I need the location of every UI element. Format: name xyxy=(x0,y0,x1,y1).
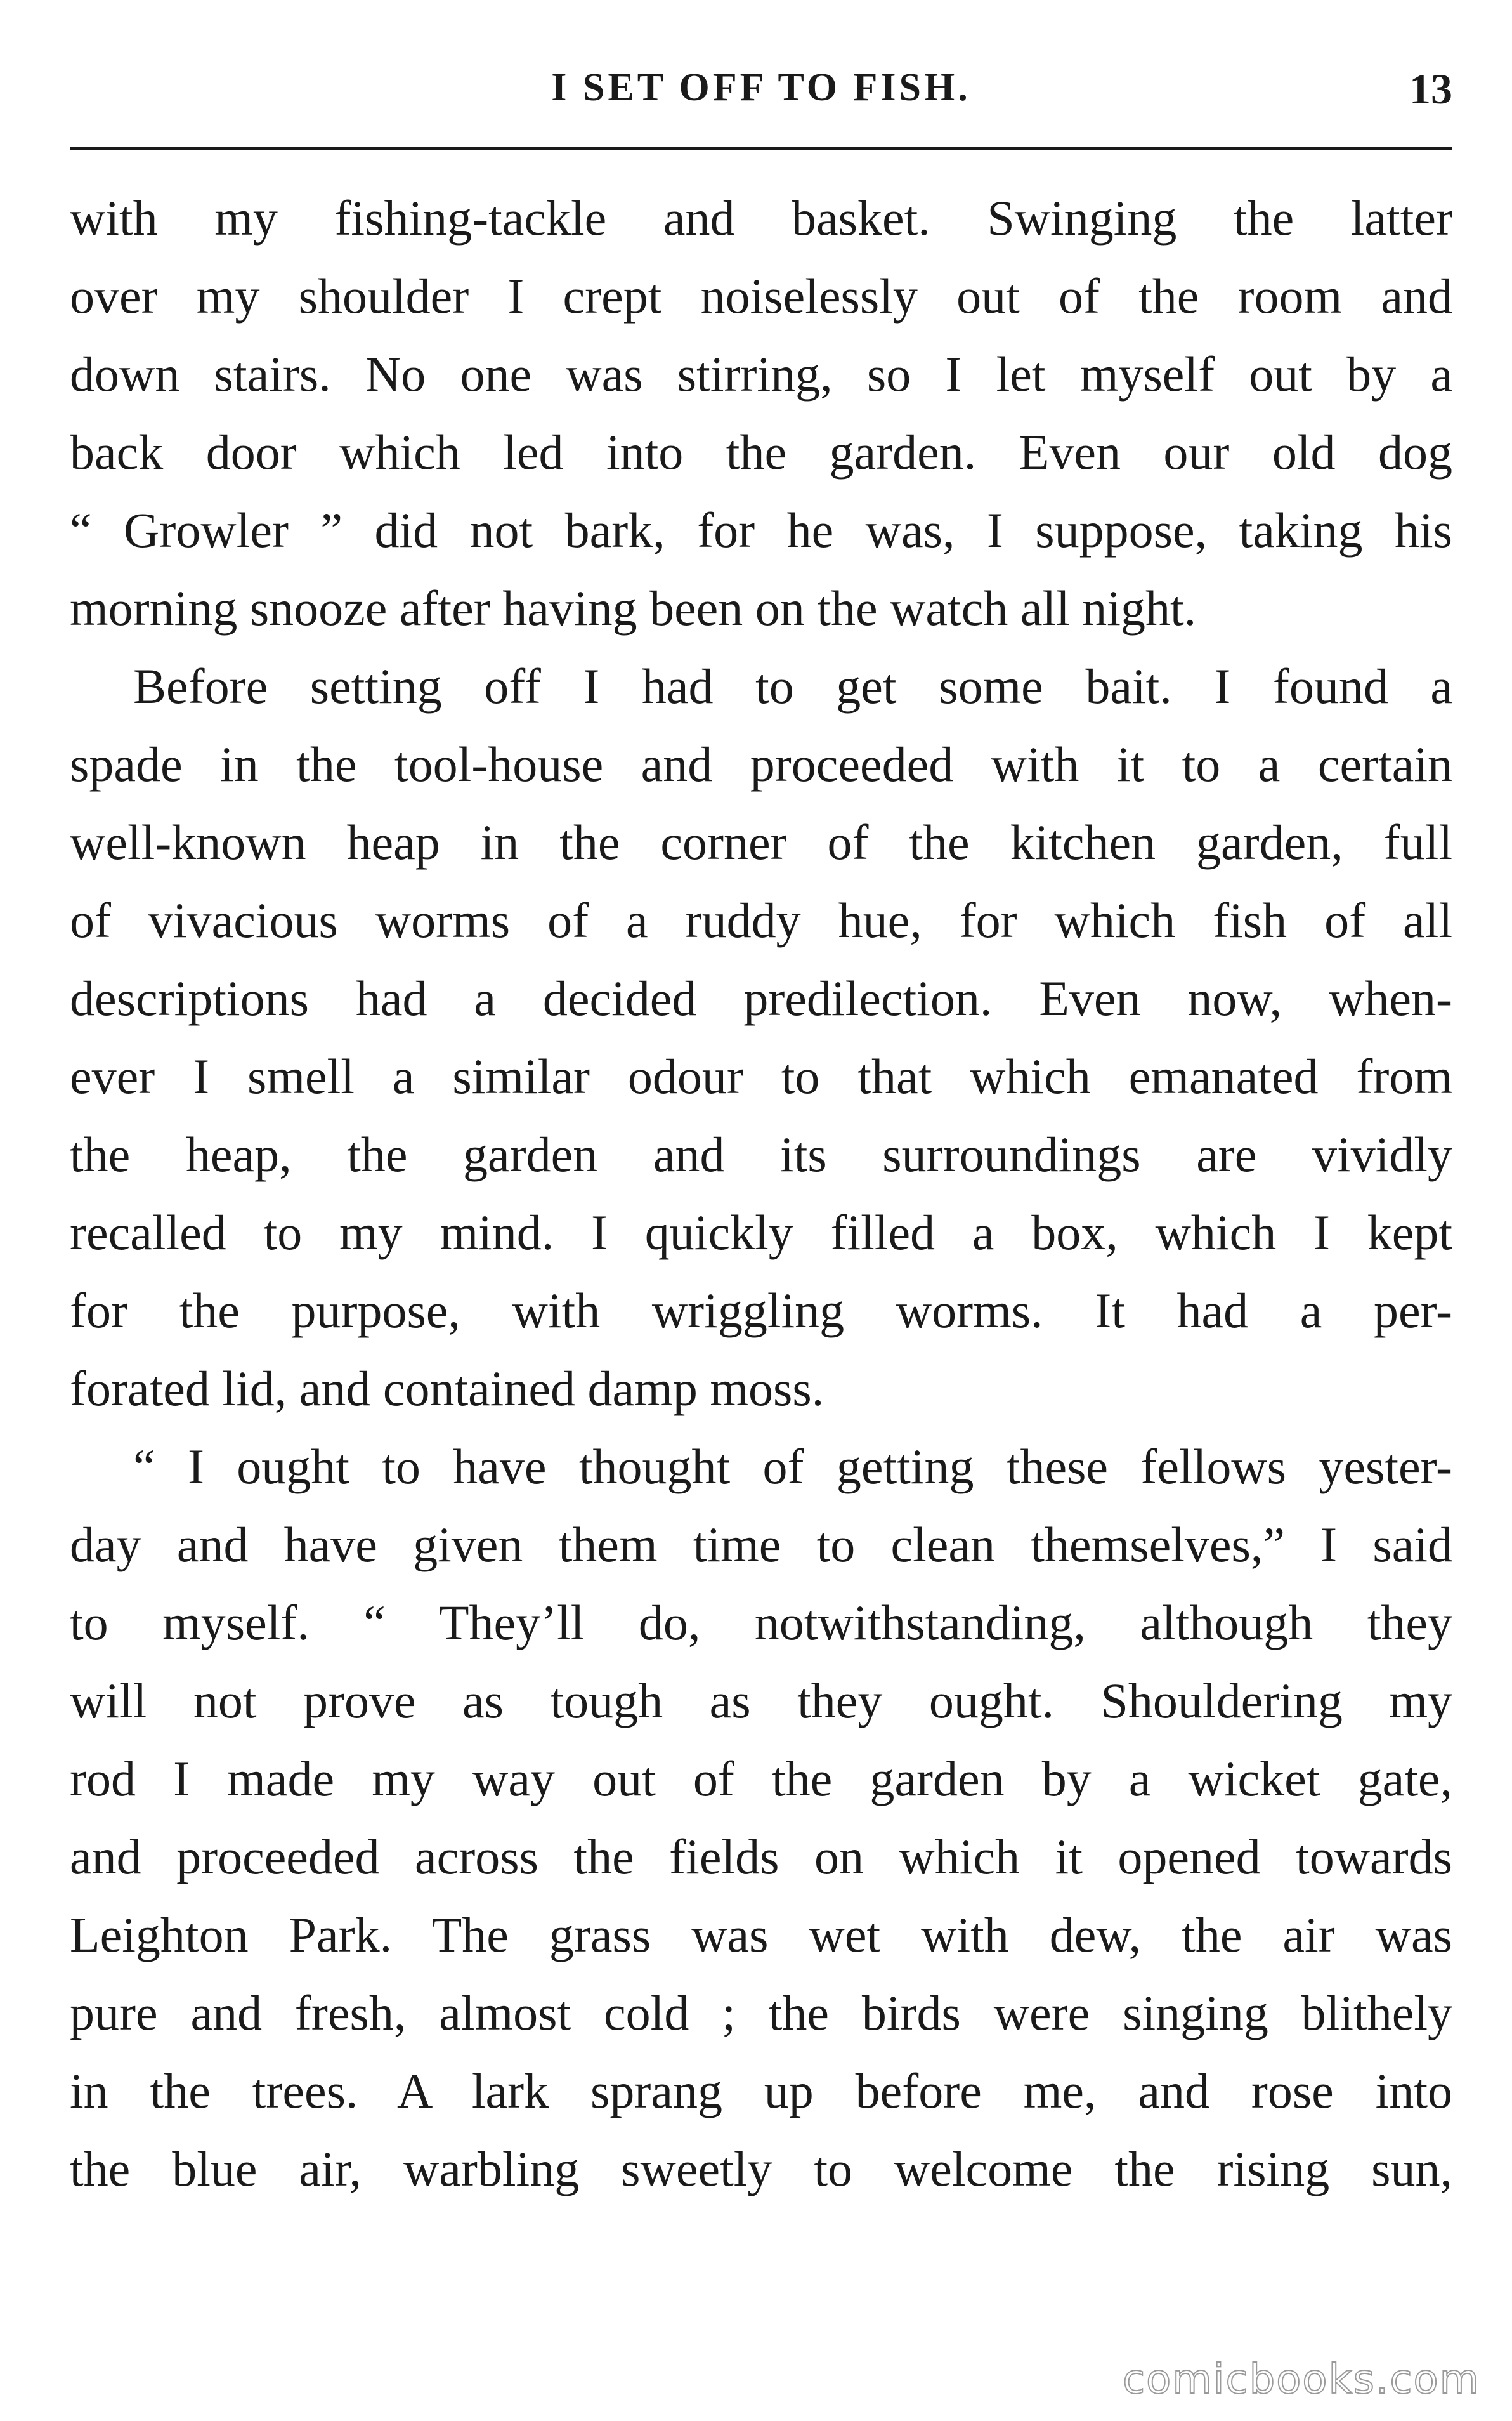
text-line: back door which led into the garden. Even our old dog xyxy=(70,424,1452,480)
text-line: morning snooze after having been on the watch all night. xyxy=(70,581,1197,636)
text-line: spade in the tool-house and proceeded with it to a certain xyxy=(70,737,1452,792)
text-line: the heap, the garden and its surroundings are vividly xyxy=(70,1127,1452,1182)
running-title: I SET OFF TO FISH. xyxy=(551,66,971,109)
page-header xyxy=(70,62,1452,119)
header-rule xyxy=(70,147,1452,150)
watermark: comicbooks.com xyxy=(1122,2356,1480,2403)
text-line: recalled to my mind. I quickly filled a box, which I kept xyxy=(70,1205,1452,1260)
text-line: over my shoulder I crept noiselessly out of the room and xyxy=(70,268,1452,324)
text-line: ever I smell a similar odour to that which emanated from xyxy=(70,1049,1452,1104)
text-line: and proceeded across the fields on which it opened towards xyxy=(70,1829,1452,1884)
text-line: the blue air, warbling sweetly to welcome the rising sun, xyxy=(70,2141,1452,2196)
text-line: pure and fresh, almost cold ; the birds were singing blithely xyxy=(70,1985,1452,2040)
text-line: Leighton Park. The grass was wet with dew, the air was xyxy=(70,1907,1452,1962)
text-line: with my fishing-tackle and basket. Swinging the latter xyxy=(70,190,1452,246)
text-line: will not prove as tough as they ought. Shouldering my xyxy=(70,1673,1452,1728)
text-line: “ I ought to have thought of getting these fellows yester- xyxy=(133,1439,1452,1494)
text-line: for the purpose, with wriggling worms. It had a per- xyxy=(70,1283,1452,1338)
text-line: day and have given them time to clean themselves,” I said xyxy=(70,1517,1452,1572)
page-number: 13 xyxy=(1409,65,1452,113)
text-line: descriptions had a decided predilection. Even now, when- xyxy=(70,971,1452,1026)
text-line: Before setting off I had to get some bait. I found a xyxy=(133,659,1452,714)
text-line: well-known heap in the corner of the kitchen garden, full xyxy=(70,815,1452,870)
text-line: in the trees. A lark sprang up before me, and rose into xyxy=(70,2063,1452,2118)
text-line: forated lid, and contained damp moss. xyxy=(70,1361,824,1416)
body-text xyxy=(70,179,1452,2208)
text-line: to myself. “ They’ll do, notwithstanding, although they xyxy=(70,1595,1452,1650)
text-line: of vivacious worms of a ruddy hue, for which fish of all xyxy=(70,893,1452,948)
text-line: down stairs. No one was stirring, so I let myself out by a xyxy=(70,346,1452,402)
text-line: rod I made my way out of the garden by a wicket gate, xyxy=(70,1751,1452,1806)
text-line: “ Growler ” did not bark, for he was, I suppose, taking his xyxy=(70,502,1452,558)
